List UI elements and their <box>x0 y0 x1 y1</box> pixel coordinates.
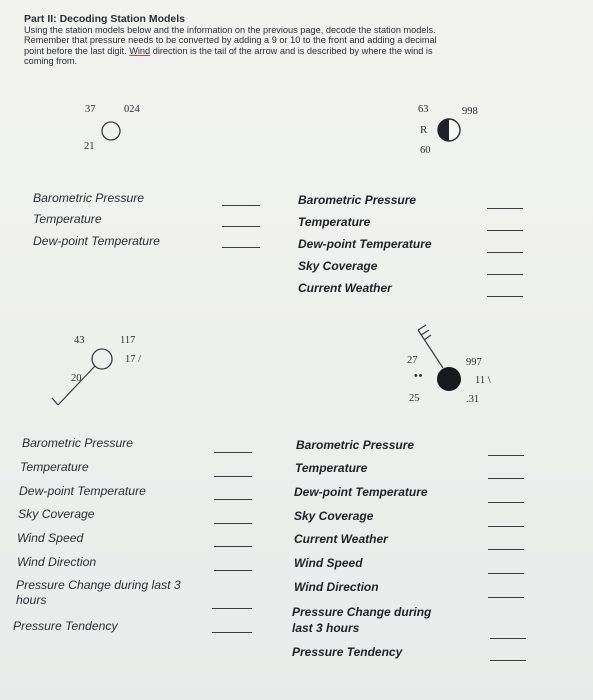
page-title: Part II: Decoding Station Models <box>24 13 186 25</box>
station-4-wind-barb-1 <box>418 325 426 330</box>
s1-answer-blank-3[interactable] <box>222 247 260 248</box>
s4-answer-blank-9[interactable] <box>490 660 526 661</box>
s4-answer-blank-3[interactable] <box>488 502 524 503</box>
station-1-pressure: 024 <box>124 104 140 115</box>
station-4-pressure: 997 <box>466 357 482 368</box>
station-4-wind-barb-3 <box>424 335 431 340</box>
s4-label-wind-direction: Wind Direction <box>294 580 379 594</box>
s1-label-barometric-pressure: Barometric Pressure <box>33 191 145 205</box>
station-3-tendency-symbol: / <box>138 354 142 365</box>
s2-answer-blank-2[interactable] <box>487 230 523 231</box>
underlined-word: Wind <box>129 45 151 56</box>
instructions-line-3-start: point before the last digit. <box>24 45 130 56</box>
s4-label-pressure-tendency: Pressure Tendency <box>292 645 403 659</box>
s2-label-temperature: Temperature <box>298 215 371 229</box>
s4-answer-blank-4[interactable] <box>488 526 524 527</box>
s2-answer-blank-3[interactable] <box>487 252 523 253</box>
s4-answer-blank-6[interactable] <box>488 573 524 574</box>
s4-answer-blank-5[interactable] <box>488 549 524 550</box>
s3-label-barometric-pressure: Barometric Pressure <box>22 436 134 450</box>
s4-answer-blank-8[interactable] <box>490 638 526 639</box>
s4-label-temperature: Temperature <box>295 461 368 475</box>
station-4-pressure-change-value: 11 <box>475 375 486 386</box>
s4-label-dewpoint: Dew-point Temperature <box>294 485 428 499</box>
station-3-pressure-change <box>125 354 141 365</box>
instructions-line-4: coming from. <box>24 56 78 67</box>
s3-label-pressure-tendency: Pressure Tendency <box>13 619 118 633</box>
s3-label-temperature: Temperature <box>20 460 89 474</box>
station-3-dewpoint: 20 <box>71 373 82 384</box>
s3-answer-blank-4[interactable] <box>214 523 252 524</box>
station-3-pressure: 117 <box>120 335 136 346</box>
station-2-temperature: 63 <box>418 104 429 115</box>
s3-answer-blank-2[interactable] <box>214 476 252 477</box>
s3-label-wind-speed: Wind Speed <box>17 531 84 545</box>
station-3-wind-barb <box>52 398 58 405</box>
s1-label-temperature: Temperature <box>33 212 102 226</box>
s3-label-pressure-change: Pressure Change during last 3 hours <box>16 578 181 607</box>
station-4-temperature: 27 <box>407 355 418 366</box>
station-4-pressure-change <box>475 375 491 386</box>
station-2-dewpoint: 60 <box>420 145 431 156</box>
s1-answer-blank-1[interactable] <box>222 205 260 206</box>
s2-answer-blank-5[interactable] <box>487 296 523 297</box>
s2-label-dewpoint: Dew-point Temperature <box>298 237 432 251</box>
s3-answer-blank-5[interactable] <box>214 546 252 547</box>
s3-answer-blank-6[interactable] <box>214 570 252 571</box>
station-4-dewpoint: 25 <box>409 393 420 404</box>
s1-answer-blank-2[interactable] <box>222 226 260 227</box>
instructions-line-1: Using the station models below and the information on the previous page, decode the station models. <box>24 25 436 35</box>
station-2-weather-symbol: R <box>420 124 428 136</box>
s3-label-sky-coverage: Sky Coverage <box>18 507 95 521</box>
instructions-line-2: Remember that pressure needs to be converted by adding a 9 or 10 to the front and adding a decimal <box>24 35 437 46</box>
s4-label-barometric-pressure: Barometric Pressure <box>296 438 415 452</box>
s3-label-dewpoint: Dew-point Temperature <box>19 484 146 498</box>
station-1-circle <box>102 122 120 140</box>
instructions-line-3-end: direction is the tail of the arrow and is described by where the wind is <box>150 45 433 56</box>
s4-label-wind-speed: Wind Speed <box>294 556 363 570</box>
station-4-precipitation: .31 <box>466 394 480 405</box>
station-3-wind-shaft <box>58 366 95 405</box>
s4-label-sky-coverage: Sky Coverage <box>294 509 374 523</box>
station-4-circle <box>437 367 461 391</box>
s2-label-barometric-pressure: Barometric Pressure <box>298 193 417 207</box>
s3-answer-blank-3[interactable] <box>214 499 252 500</box>
station-1-temperature: 37 <box>85 104 96 115</box>
s2-label-current-weather: Current Weather <box>298 281 392 295</box>
s1-label-dewpoint: Dew-point Temperature <box>33 234 160 248</box>
station-3-pressure-change-value: 17 <box>125 354 136 365</box>
s2-label-sky-coverage: Sky Coverage <box>298 259 378 273</box>
station-1-dewpoint: 21 <box>84 141 95 152</box>
s4-answer-blank-1[interactable] <box>488 455 524 456</box>
station-2-pressure: 998 <box>462 106 478 117</box>
station-4-weather-symbol: •• <box>414 371 424 382</box>
s3-answer-blank-1[interactable] <box>214 452 252 453</box>
s2-answer-blank-4[interactable] <box>487 274 523 275</box>
station-2-cloud-fill <box>438 119 449 141</box>
s4-label-pressure-change: Pressure Change during last 3 hours <box>292 605 432 635</box>
station-3-temperature: 43 <box>74 335 85 346</box>
s4-label-current-weather: Current Weather <box>294 532 388 546</box>
s3-answer-blank-7[interactable] <box>212 608 252 609</box>
s3-answer-blank-8[interactable] <box>212 632 252 633</box>
s2-answer-blank-1[interactable] <box>487 208 523 209</box>
station-4-wind-barb-2 <box>421 330 429 335</box>
s4-answer-blank-2[interactable] <box>488 478 524 479</box>
s4-answer-blank-7[interactable] <box>488 597 524 598</box>
s3-label-wind-direction: Wind Direction <box>17 555 97 569</box>
station-4-tendency-symbol: \ <box>487 375 491 386</box>
